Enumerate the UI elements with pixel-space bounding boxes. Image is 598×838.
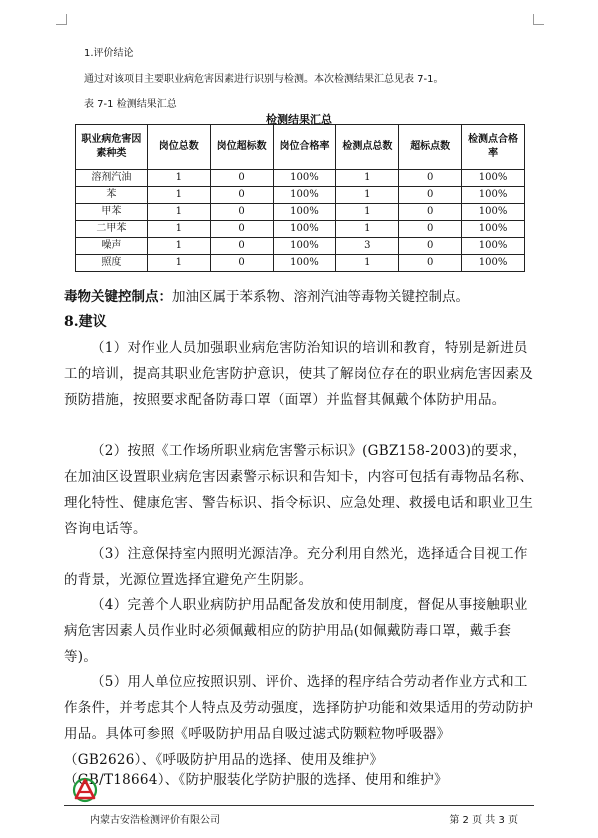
key-control-point bbox=[64, 285, 469, 305]
table-cell: 1 bbox=[147, 255, 210, 272]
table-caption: 检测结果汇总 bbox=[266, 113, 332, 126]
section-heading-suggestions: 8.建议 bbox=[64, 314, 107, 330]
table-cell: 3 bbox=[336, 238, 399, 255]
intro-line: 通过对该项目主要职业病危害因素进行识别与检测。本次检测结果汇总见表 7-1。 bbox=[84, 74, 444, 85]
suggestion-paragraph-2: （2）按照《工作场所职业病危害警示标识》(GBZ158-2003)的要求，在加油区设置职业病危害因素警示标识和告知卡，内容可包括有毒物品名称、理化特性、健康危害、警告标识、指令标识、应急处理、救援电话和职业卫生咨询电话等。 bbox=[64, 443, 534, 537]
suggestion-paragraph-3: （3）注意保持室内照明光源洁净。充分利用自然光，选择适合目视工作的背景，光源位置选择宜避免产生阴影。 bbox=[64, 546, 528, 588]
table-cell: 0 bbox=[210, 187, 273, 204]
table-cell: 100% bbox=[273, 204, 336, 221]
table-cell: 苯 bbox=[76, 187, 148, 204]
suggestion-paragraph-5: （5）用人单位应按照识别、评价、选择的程序结合劳动者作业方式和工作条件，并考虑其个人特点及劳动强度，选择防护功能和效果适用的劳动防护用品。具体可参照《呼吸防护用品自吸过滤式防颗粒物呼吸器》（GB2626）、《呼吸防护用品的选择、使用及维护》 bbox=[64, 674, 534, 768]
table-cell: 1 bbox=[147, 204, 210, 221]
table-cell: 100% bbox=[462, 221, 525, 238]
table-cell: 100% bbox=[462, 255, 525, 272]
table-cell: 0 bbox=[399, 187, 462, 204]
table-cell: 100% bbox=[273, 187, 336, 204]
table-cell: 1 bbox=[147, 170, 210, 187]
table-cell: 1 bbox=[336, 204, 399, 221]
table-cell: 100% bbox=[462, 170, 525, 187]
company-logo-icon bbox=[70, 776, 100, 804]
table-cell: 100% bbox=[462, 238, 525, 255]
table-cell: 100% bbox=[273, 170, 336, 187]
header-hazard-type: 职业病危害因素种类 bbox=[76, 125, 148, 170]
table-row bbox=[76, 187, 525, 204]
table-cell: 1 bbox=[147, 238, 210, 255]
footer-company-name: 内蒙古安浩检测评价有限公司 bbox=[90, 815, 220, 826]
table-cell: 二甲苯 bbox=[76, 221, 148, 238]
table-cell: 1 bbox=[147, 187, 210, 204]
table-row bbox=[76, 238, 525, 255]
table-row bbox=[76, 255, 525, 272]
header-post-pass-rate: 岗位合格率 bbox=[273, 125, 336, 170]
table-cell: 1 bbox=[336, 187, 399, 204]
table-cell: 100% bbox=[462, 187, 525, 204]
suggestion-paragraph-1: （1）对作业人员加强职业病危害防治知识的培训和教育，特别是新进员工的培训，提高其职业危害防护意识，使其了解岗位存在的职业病危害因素及预防措施，按照要求配备防毒口罩（面罩）并监督其佩戴个体防护用品。 bbox=[64, 340, 534, 408]
header-point-total: 检测点总数 bbox=[336, 125, 399, 170]
results-table bbox=[75, 124, 525, 272]
table-cell: 100% bbox=[273, 238, 336, 255]
header-post-exceed: 岗位超标数 bbox=[210, 125, 273, 170]
table-cell: 1 bbox=[336, 255, 399, 272]
table-cell: 甲苯 bbox=[76, 204, 148, 221]
table-cell: 1 bbox=[336, 170, 399, 187]
suggestion-paragraph-4: （4）完善个人职业病防护用品配备发放和使用制度，督促从事接触职业病危害因素人员作业时必须佩戴相应的防护用品(如佩戴防毒口罩，戴手套等)。 bbox=[64, 597, 528, 665]
table-cell: 1 bbox=[336, 221, 399, 238]
table-cell: 100% bbox=[273, 255, 336, 272]
table-label: 表 7-1 检测结果汇总 bbox=[84, 99, 177, 110]
footer-divider bbox=[64, 805, 534, 806]
table-cell: 0 bbox=[210, 221, 273, 238]
crop-mark-top-left bbox=[56, 14, 67, 25]
table-cell: 1 bbox=[147, 221, 210, 238]
table-cell: 0 bbox=[399, 170, 462, 187]
table-row bbox=[76, 204, 525, 221]
key-control-point-text: 加油区属于苯系物、溶剂汽油等毒物关键控制点。 bbox=[172, 289, 469, 305]
table-cell: 0 bbox=[210, 238, 273, 255]
table-row bbox=[76, 221, 525, 238]
table-cell: 0 bbox=[399, 238, 462, 255]
table-cell: 0 bbox=[399, 255, 462, 272]
table-cell: 0 bbox=[210, 170, 273, 187]
table-cell: 0 bbox=[399, 221, 462, 238]
table-header-row bbox=[76, 125, 525, 170]
header-point-exceed: 超标点数 bbox=[399, 125, 462, 170]
table-cell: 100% bbox=[273, 221, 336, 238]
cut-off-line: （GB/T18664）、《防护服装化学防护服的选择、使用和维护》 bbox=[64, 772, 448, 788]
crop-mark-top-right bbox=[533, 14, 544, 25]
table-cell: 溶剂汽油 bbox=[76, 170, 148, 187]
header-post-total: 岗位总数 bbox=[147, 125, 210, 170]
footer-page-number: 第 2 页 共 3 页 bbox=[449, 815, 518, 826]
key-control-point-label: 毒物关键控制点： bbox=[64, 289, 172, 305]
table-cell: 噪声 bbox=[76, 238, 148, 255]
table-row bbox=[76, 170, 525, 187]
table-cell: 0 bbox=[210, 255, 273, 272]
header-point-pass-rate: 检测点合格率 bbox=[462, 125, 525, 170]
table-cell: 100% bbox=[462, 204, 525, 221]
table-cell: 照度 bbox=[76, 255, 148, 272]
table-cell: 0 bbox=[399, 204, 462, 221]
section-title: 1.评价结论 bbox=[84, 48, 134, 59]
table-cell: 0 bbox=[210, 204, 273, 221]
